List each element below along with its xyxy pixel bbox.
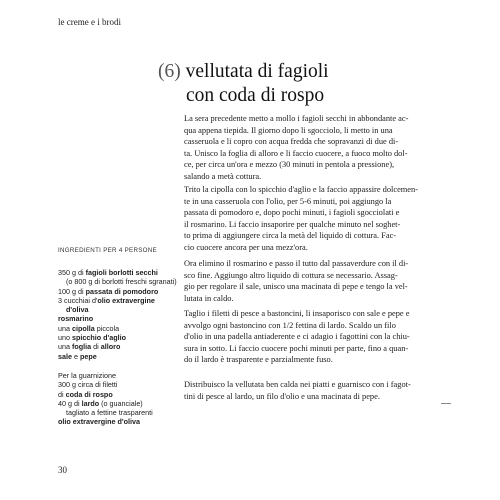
title-text-1: vellutata di fagioli bbox=[185, 61, 329, 82]
paragraph-line: ta. Unisco la foglia di alloro e li faccio cuocere, a fuoco molto dol- bbox=[184, 148, 408, 158]
ingredient-bold: foglia bbox=[72, 342, 92, 352]
ingredient-row bbox=[58, 408, 178, 417]
ingredient-row bbox=[58, 333, 178, 342]
ingredient-row bbox=[58, 352, 178, 361]
ingredient-row bbox=[58, 305, 178, 314]
ingredient-pre: Per la guarnizione bbox=[58, 370, 116, 380]
ingredient-pre: tagliato a fettine trasparenti bbox=[66, 408, 153, 418]
ingredient-row bbox=[58, 342, 178, 351]
ingredient-row bbox=[58, 324, 178, 333]
title-line-2: con coda di rospo bbox=[186, 85, 325, 106]
ingredient-post: (o guanciale) bbox=[99, 398, 143, 408]
ingredient-bold: fagioli borlotti secchi bbox=[85, 268, 158, 277]
paragraph-line: te in una casseruola con l'olio, per 5-6 minuti, poi aggiungo la bbox=[184, 196, 392, 206]
ingredient-pre: 3 cucchiai d' bbox=[58, 295, 98, 305]
ingredient-bold2: pepe bbox=[80, 351, 97, 361]
ingredient-bold: cipolla bbox=[72, 323, 95, 333]
ingredient-pre: (o 800 g di borlotti freschi sgranati) bbox=[66, 277, 177, 287]
ingredient-row bbox=[58, 399, 178, 408]
paragraph-line: sura in sotto. Li faccio cuocere pochi minuti per parte, fino a quan- bbox=[184, 343, 409, 353]
ingredient-bold: rosmarino bbox=[58, 314, 94, 324]
ingredient-post: di bbox=[91, 342, 101, 352]
page-number: 30 bbox=[58, 465, 67, 475]
ingredient-row bbox=[58, 390, 178, 399]
ingredient-bold: olio extravergine d'oliva bbox=[58, 417, 140, 427]
ingredient-row bbox=[58, 417, 178, 426]
paragraph-3 bbox=[184, 258, 454, 304]
ingredient-bold2: alloro bbox=[100, 342, 121, 352]
ingredient-pre: uno bbox=[58, 333, 72, 343]
paragraph-line: to prima di aggiungere circa la metà del liquido di cottura. Fac- bbox=[184, 231, 397, 241]
ingredient-row bbox=[58, 277, 178, 286]
paragraph-5 bbox=[184, 379, 454, 402]
ingredient-row bbox=[58, 287, 178, 296]
paragraph-2 bbox=[184, 184, 454, 254]
section-header: le creme e i brodi bbox=[58, 17, 121, 27]
ingredient-pre: una bbox=[58, 342, 72, 352]
ingredient-row bbox=[58, 380, 178, 389]
paragraph-line: salando a metà cottura. bbox=[184, 171, 262, 181]
title-line-1 bbox=[158, 60, 458, 84]
ingredients-heading: INGREDIENTI PER 4 PERSONE bbox=[58, 247, 157, 254]
ingredient-post: piccola bbox=[94, 323, 120, 333]
ingredient-bold: lardo bbox=[81, 398, 100, 408]
paragraph-line: tini di pesce al lardo, un filo d'olio e una macinata di pepe. bbox=[184, 391, 380, 401]
ingredient-row bbox=[58, 314, 178, 323]
paragraph-line: il rosmarino. Li faccio insaporire per qualche minuto nel soghet- bbox=[184, 219, 401, 229]
paragraph-line: Trito la cipolla con lo spicchio d'aglio e la faccio appassire dolcemen- bbox=[184, 185, 418, 194]
margin-mark bbox=[441, 403, 451, 404]
paragraph-line: cio cuocere ancora per una mezz'ora. bbox=[184, 242, 308, 252]
paragraph-line: Ora elimino il rosmarino e passo il tutto dal passaverdure con il di- bbox=[184, 259, 409, 268]
ingredient-bold: coda di rospo bbox=[65, 389, 113, 399]
recipe-title bbox=[158, 60, 458, 108]
paragraph-line: La sera precedente metto a mollo i fagioli secchi in abbondante ac- bbox=[184, 114, 409, 123]
ingredient-pre: 300 g circa di filetti bbox=[58, 380, 118, 390]
paragraph-line: sco fine. Aggiungo altro liquido di cottura se necessario. Assag- bbox=[184, 270, 398, 280]
ingredient-pre: 100 g di bbox=[58, 286, 86, 296]
recipe-number: (6) bbox=[158, 61, 181, 82]
paragraph-4 bbox=[184, 308, 454, 366]
paragraph-line: qua appena tiepida. Il giorno dopo li sgocciolo, li metto in una bbox=[184, 125, 393, 135]
ingredient-pre: 40 g di bbox=[58, 398, 82, 408]
ingredient-bold: d'oliva bbox=[66, 305, 89, 315]
ingredient-bold: sale bbox=[58, 351, 72, 361]
paragraph-line: Taglio i filetti di pesce a bastoncini, li insaporisco con sale e pepe e bbox=[184, 309, 410, 318]
paragraph-line: casseruola e li copro con acqua fredda che sopravanzi di due di- bbox=[184, 137, 399, 147]
ingredient-bold: olio extravergine bbox=[97, 295, 155, 305]
ingredients-list bbox=[58, 268, 178, 427]
paragraph-line: do il lardo è trasparente e parzialmente fuso. bbox=[184, 355, 333, 365]
paragraph-line: ce, per circa un'ora e mezzo (30 minuti in pentola a pressione), bbox=[184, 160, 395, 170]
ingredient-row bbox=[58, 371, 178, 380]
paragraph-line: Distribuisco la vellutata ben calda nei piatti e guarnisco con i fagot- bbox=[184, 380, 411, 389]
ingredient-pre: di bbox=[58, 389, 66, 399]
paragraph-line: passata di pomodoro e, dopo pochi minuti, i fagioli sgocciolati e bbox=[184, 208, 400, 218]
ingredient-row bbox=[58, 296, 178, 305]
ingredient-bold: passata di pomodoro bbox=[85, 286, 159, 296]
ingredient-pre: 350 g di bbox=[58, 268, 86, 277]
ingredient-post: e bbox=[72, 351, 80, 361]
paragraph-line: lutata in caldo. bbox=[184, 293, 234, 303]
paragraph-line: d'olio in una padella antiaderente e ci adagio i fagottini con la chiu- bbox=[184, 332, 410, 342]
paragraph-line: avvolgo ogni bastoncino con 1/2 fettina di lardo. Scaldo un filo bbox=[184, 320, 396, 330]
paragraph-1 bbox=[184, 113, 454, 183]
ingredient-pre: una bbox=[58, 323, 72, 333]
ingredient-bold: spicchio d'aglio bbox=[72, 333, 127, 343]
ingredient-row bbox=[58, 268, 178, 277]
paragraph-line: gio per regolare il sale, unisco una macinata di pepe e tengo la vel- bbox=[184, 282, 408, 292]
